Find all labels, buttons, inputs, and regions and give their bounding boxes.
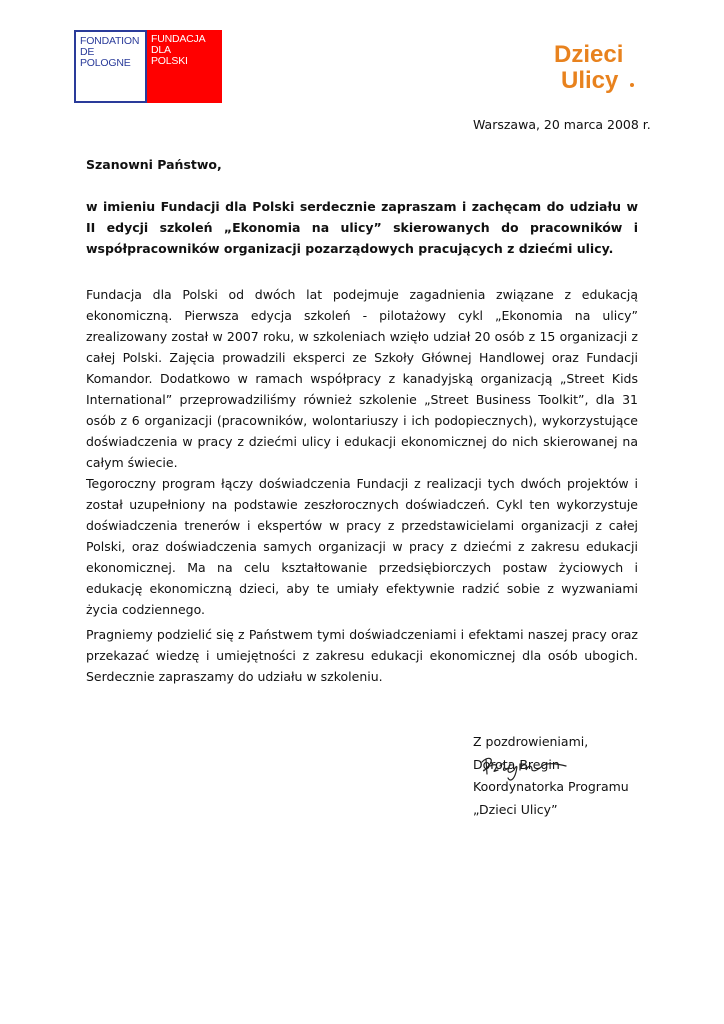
dzieci-ulicy-logo xyxy=(552,38,642,94)
letter-greeting: Szanowni Państwo, xyxy=(86,157,222,172)
program-name: „Dzieci Ulicy” xyxy=(473,801,558,817)
logo-blue-line: POLOGNE xyxy=(80,57,131,69)
logo-du-line1: Dzieci xyxy=(554,41,624,68)
handwritten-signature xyxy=(478,750,570,784)
closing-line: Z pozdrowieniami, xyxy=(473,734,589,749)
signer-name: Dorota Bregin xyxy=(473,756,560,772)
signer-title: Koordynatorka Programu xyxy=(473,779,629,794)
logo-blue-line: FONDATION xyxy=(80,35,140,47)
logo-du-line2: Ulicy xyxy=(561,67,619,94)
logo-red-line: FUNDACJA xyxy=(151,33,206,45)
logo-red-panel xyxy=(147,30,222,103)
body-paragraph: Pragniemy podzielić się z Państwem tymi doświadczeniami i efektami naszej pracy oraz przekazać wiedzę i umiejętności z zakresu edukacji ekonomicznej dla osób ubogich. Serdecznie zapraszamy do udziału w szkoleniu. xyxy=(86,627,638,684)
logo-red-line: POLSKI xyxy=(151,55,188,67)
logo-blue-line: DE xyxy=(80,46,95,58)
body-paragraph: Tegoroczny program łączy doświadczenia Fundacji z realizacji tych dwóch projektów i został uzupełniony na podstawie zeszłorocznych doświadczeń. Cykl ten wykorzystuje doświadczenia trenerów i ekspertów w pracy z przedstawicielami organizacji z całej Polski, oraz doświadczenia samych organizacji w pracy z dziećmi z zakresu edukacji ekonomicznej. Ma na celu kształtowanie przedsiębiorczych postaw życiowych i edukację ekonomiczną dzieci, aby te umiały efektywnie radzić sobie z wyzwaniami życia codziennego. xyxy=(86,476,638,617)
fundacja-dla-polski-logo xyxy=(74,30,222,103)
logo-blue-panel xyxy=(74,30,147,103)
letter-date: Warszawa, 20 marca 2008 r. xyxy=(473,117,651,132)
body-paragraph: Fundacja dla Polski od dwóch lat podejmuje zagadnienia związane z edukacją ekonomiczną. Pierwsza edycja szkoleń - pilotażowy cykl „Ekonomia na ulicy” zrealizowany został w 2007 roku, w szkoleniach wzięło udział 20 osób z 15 organizacji z całej Polski. Zajęcia prowadzili eksperci ze Szkoły Głównej Handlowej oraz Fundacji Komandor. Dodatkowo w ramach współpracy z kanadyjską organizacją „Street Kids International” przeprowadziliśmy również szkolenie „Street Business Toolkit”, dla 31 osób z 6 organizacji (pracowników, wolontariuszy i ich podopiecznych), wykorzystujące doświadczenia w pracy z dziećmi ulicy i edukacji ekonomicznej do nich skierowanej na całym świecie. xyxy=(86,287,638,470)
intro-paragraph: w imieniu Fundacji dla Polski serdecznie zapraszam i zachęcam do udziału w II edycji szkoleń „Ekonomia na ulicy” skierowanych do pracowników i współpracowników organizacji pozarządowych pracujących z dziećmi ulicy. xyxy=(86,199,638,256)
logo-red-line: DLA xyxy=(151,44,171,56)
